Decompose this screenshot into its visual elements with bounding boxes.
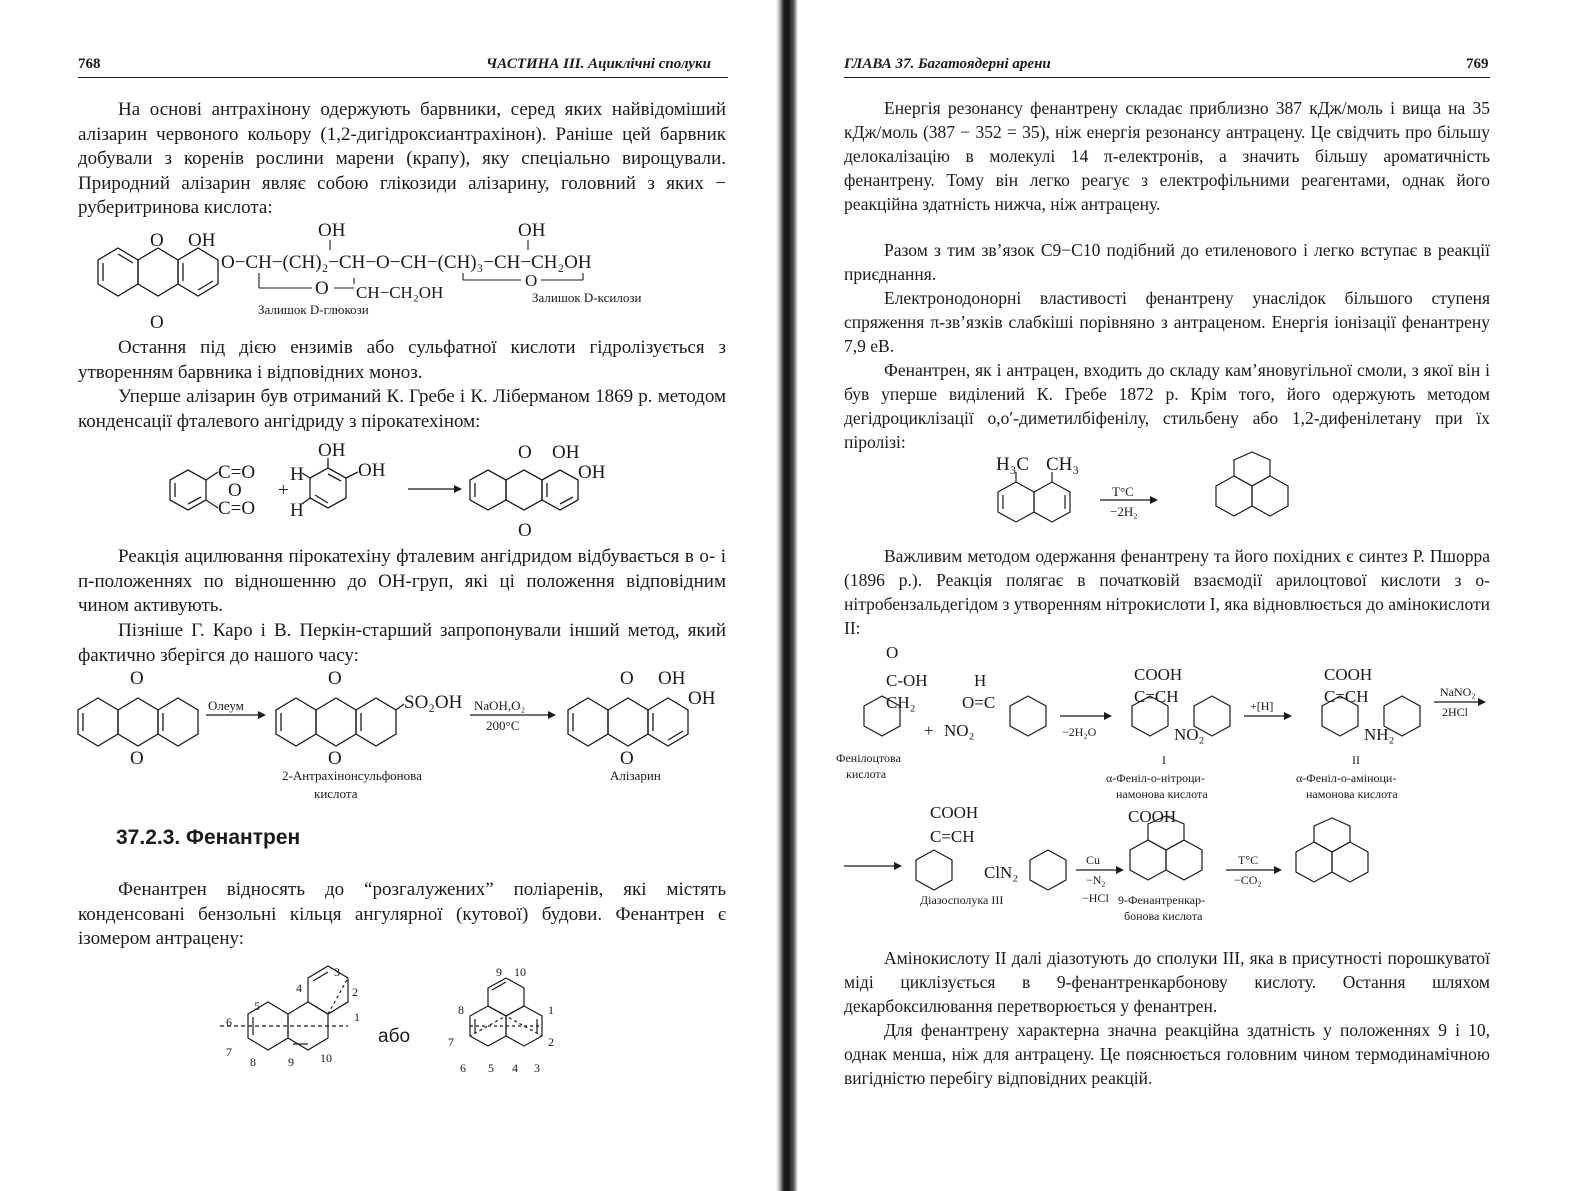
svg-text:COOH: COOH [1134, 665, 1183, 684]
svg-text:OH: OH [688, 688, 716, 709]
svg-text:OH: OH [318, 220, 346, 241]
phenanthrene-numbering [220, 966, 600, 1086]
step2-label: +[H] [1250, 699, 1274, 713]
svg-text:O: O [328, 748, 342, 769]
phenylacetic-label-2: кислота [846, 767, 887, 781]
svg-text:C=CH: C=CH [930, 827, 975, 846]
svg-text:O−CH−(CH)₂−CH−O−CH−(CH)₃−CH−CH: O−CH−(CH)₂−CH−O−CH−(CH)₃−CH−CH₂OH [221, 252, 592, 273]
svg-text:O: O [518, 442, 532, 463]
svg-text:+: + [278, 480, 289, 501]
sulfonic-acid-label: 2-Антрахінонсульфонова [282, 768, 422, 783]
svg-text:CH₂: CH₂ [886, 693, 916, 712]
position-label: 7 [226, 1045, 232, 1059]
svg-text:COOH: COOH [930, 803, 979, 822]
step4-mid: −N₂ [1086, 873, 1106, 887]
svg-text:OH: OH [578, 462, 606, 483]
step3-bottom: 2HCl [1442, 705, 1469, 719]
svg-text:O: O [150, 230, 164, 251]
position-label: 3 [334, 965, 340, 979]
svg-text:O: O [518, 520, 532, 541]
position-label: 1 [548, 1003, 554, 1017]
svg-text:C=O: C=O [218, 498, 256, 519]
svg-text:OH: OH [518, 220, 546, 241]
pyrolysis-cond-top: T°C [1112, 484, 1134, 499]
paragraph: Енергія резонансу фенантрену складає приблизно 387 кДж/моль і вища на 35 кДж/моль (387 − 352 = 35), ніж енергія резонансу антрацену. Це свідчить про більшу делокалізацію в молекулі 14 π-електронів, а значить більшу ароматичність фенантрену. Тому він легко реагує з електрофільними реагентами, однак його реакційна здатність нижча, ніж антрацену. [844, 98, 1490, 214]
glucose-label: Залишок D-глюкози [258, 302, 369, 317]
paragraph: Важливим методом одержання фенантрену та його похідних є синтез Р. Пшорра (1896 р.). Реакція полягає в початковій взаємодії арилоцтової кислоти з о-нітробензальдегідом з утворенням нітрокислоти І, яка відновлюється до амінокислоти ІІ: [844, 546, 1490, 638]
pschorr-synthesis-scheme [834, 640, 1494, 930]
svg-text:O: O [525, 271, 538, 290]
position-label: 2 [548, 1035, 554, 1049]
position-label: 8 [250, 1055, 256, 1069]
step4-bottom: −HCl [1082, 891, 1109, 905]
svg-text:O: O [328, 668, 342, 689]
naoh-label: NaOH,O₂ [474, 698, 526, 713]
svg-text:OH: OH [188, 230, 216, 251]
temp-label: 200°C [486, 718, 520, 733]
position-label: 7 [448, 1035, 454, 1049]
svg-text:OH: OH [552, 442, 580, 463]
position-label: 10 [320, 1051, 332, 1065]
svg-text:O: O [130, 668, 144, 689]
svg-text:H: H [290, 464, 304, 485]
header-rule-right [844, 77, 1490, 78]
phenylacetic-label: Фенілоцтова [836, 751, 901, 765]
svg-text:ClN₂: ClN₂ [984, 863, 1019, 882]
paragraph: Фенантрен, як і антрацен, входить до складу кам’яновугільної смоли, з якої він і був уперше виділений К. Гребе 1872 р. Крім того, його одержують методом дегідроциклізації о,о′-диметилбіфенілу, стильбену або 1,2-дифенілетану при їх піролізі: [844, 360, 1490, 452]
position-label: 8 [458, 1003, 464, 1017]
step5-top: T°C [1238, 853, 1259, 867]
position-label: 1 [354, 1010, 360, 1024]
amino-compound-label-2: намонова кислота [1306, 787, 1398, 801]
svg-text:O=C: O=C [962, 693, 996, 712]
ruberythric-acid-structure [78, 218, 728, 336]
paragraph: Електронодонорні властивості фенантрену унаслідок більшого ступеня спряження π-зв’язків слабкіші порівняно з антраценом. Енергія іонізації фенантрену 7,9 еВ. [844, 288, 1490, 356]
svg-text:C-OH: C-OH [886, 671, 928, 690]
paragraph: Фенантрен відносять до “розгалужених” поліаренів, які містять конденсовані бензольні кільця ангулярної (кутової) будови. Фенантрен є ізомером антрацену: [78, 879, 726, 949]
or-word: або [378, 1026, 411, 1047]
paragraph: Амінокислоту ІІ далі діазотують до сполуки ІІІ, яка в присутності порошкуватої міді циклізується в 9-фенантренкарбонову кислоту. Остання шляхом декарбоксилювання перетворюється у фенантрен. [844, 948, 1490, 1016]
svg-text:O: O [228, 480, 242, 501]
acid-label: 9-Фенантренкар- [1118, 893, 1206, 907]
nitro-compound-label-2: намонова кислота [1116, 787, 1208, 801]
svg-text:NO₂: NO₂ [1174, 725, 1205, 744]
step4-top: Cu [1086, 853, 1101, 867]
diazo-label: Діазосполука ІІІ [920, 893, 1004, 907]
pyrolysis-cond-bottom: −2H₂ [1110, 504, 1138, 519]
xylose-label: Залишок D-ксилози [532, 290, 642, 305]
sulfonic-acid-label-2: кислота [314, 786, 358, 801]
caro-perkin-scheme [78, 668, 728, 808]
grebe-synthesis-scheme [168, 440, 648, 540]
step3-top: NaNO₂ [1440, 685, 1476, 699]
paragraph: Пізніше Г. Каро і В. Перкін-старший запропонували інший метод, який фактично зберігся до нашого часу: [78, 620, 726, 666]
svg-text:O: O [315, 278, 329, 299]
position-label: 4 [512, 1061, 518, 1075]
right-page [810, 0, 1592, 1191]
position-label: 9 [288, 1055, 294, 1069]
oleum-label: Олеум [208, 698, 244, 713]
svg-text:OH: OH [358, 460, 386, 481]
position-label: 9 [496, 965, 502, 979]
svg-text:C=CH: C=CH [1324, 687, 1369, 706]
svg-text:CH₃: CH₃ [1046, 454, 1080, 475]
paragraph: Реакція ацилювання пірокатехіну фталевим ангідридом відбувається в о- і п-положеннях по відношенню до ОН-груп, які ці положення відповідним чином активують. [78, 546, 726, 616]
position-label: 10 [514, 965, 526, 979]
paragraph: Уперше алізарин був отриманий К. Гребе і К. Ліберманом 1869 р. методом конденсації фталевого ангідриду з пірокатехіном: [78, 386, 726, 432]
position-label: 2 [352, 985, 358, 999]
page-number-right: 769 [1466, 56, 1489, 72]
svg-text:O: O [150, 312, 164, 333]
svg-text:C=O: C=O [218, 462, 256, 483]
position-label: 6 [226, 1015, 232, 1029]
paragraph: Остання під дією ензимів або сульфатної кислоти гідролізується з утворенням барвника і відповідних моноз. [78, 337, 726, 383]
header-rule-left [78, 77, 728, 78]
position-label: 5 [488, 1061, 494, 1075]
svg-text:NO₂: NO₂ [944, 721, 975, 740]
step5-bottom: −CO₂ [1234, 873, 1262, 887]
acid-label-2: бонова кислота [1124, 909, 1203, 923]
svg-text:O: O [620, 668, 634, 689]
position-label: 3 [534, 1061, 540, 1075]
svg-text:O: O [130, 748, 144, 769]
svg-text:C=CH: C=CH [1134, 687, 1179, 706]
dimethylbiphenyl-pyrolysis [990, 452, 1350, 540]
svg-text:+: + [924, 721, 934, 740]
position-label: 5 [254, 999, 260, 1013]
svg-text:OH: OH [658, 668, 686, 689]
svg-text:O: O [620, 748, 634, 769]
position-label: 6 [460, 1061, 466, 1075]
section-title: 37.2.3. Фенантрен [116, 826, 301, 849]
svg-text:SO₂OH: SO₂OH [404, 692, 463, 713]
amino-compound-label: α-Феніл-о-аміноци- [1296, 771, 1397, 785]
svg-text:NH₂: NH₂ [1364, 725, 1395, 744]
svg-text:COOH: COOH [1324, 665, 1373, 684]
step1-label: −2H₂O [1062, 725, 1097, 739]
position-label: 4 [296, 981, 302, 995]
svg-text:O: O [886, 643, 899, 662]
svg-text:COOH: COOH [1128, 807, 1177, 826]
running-head-right: ГЛАВА 37. Багатоядерні арени [844, 56, 1051, 72]
svg-text:H: H [290, 500, 304, 521]
nitro-compound-label: α-Феніл-о-нітроци- [1106, 771, 1205, 785]
paragraph: Разом з тим зв’язок С9−С10 подібний до етиленового і легко вступає в реакції приєднання. [844, 240, 1490, 284]
svg-text:H: H [974, 671, 987, 690]
svg-text:CH−CH₂OH: CH−CH₂OH [356, 283, 444, 302]
paragraph: На основі антрахінону одержують барвники, серед яких найвідоміший алізарин червоного кольору (1,2-дигідроксиантрахінон). Раніше цей барвник добували з коренів рослини марени (крапу), яку спеціально вирощували. Природний алізарин являє собою глікозиди алізарину, головний з яких − руберитринова кислота: [78, 99, 726, 218]
paragraph: Для фенантрену характерна значна реакційна здатність у положеннях 9 і 10, однак менша, ніж для антрацену. Це пояснюється головним чином термодинамічною вигідністю перебігу відповідних реакцій. [844, 1020, 1490, 1088]
amino-compound-number: ІІ [1352, 753, 1360, 767]
svg-text:OH: OH [318, 440, 346, 461]
nitro-compound-number: І [1162, 753, 1166, 767]
svg-text:H₃C: H₃C [996, 454, 1030, 475]
book-gutter [776, 0, 798, 1191]
alizarin-label: Алізарин [610, 768, 661, 783]
left-page [0, 0, 770, 1191]
running-head-left: ЧАСТИНА ІІІ. Ациклічні сполуки [486, 56, 711, 72]
page-number-left: 768 [78, 56, 101, 72]
